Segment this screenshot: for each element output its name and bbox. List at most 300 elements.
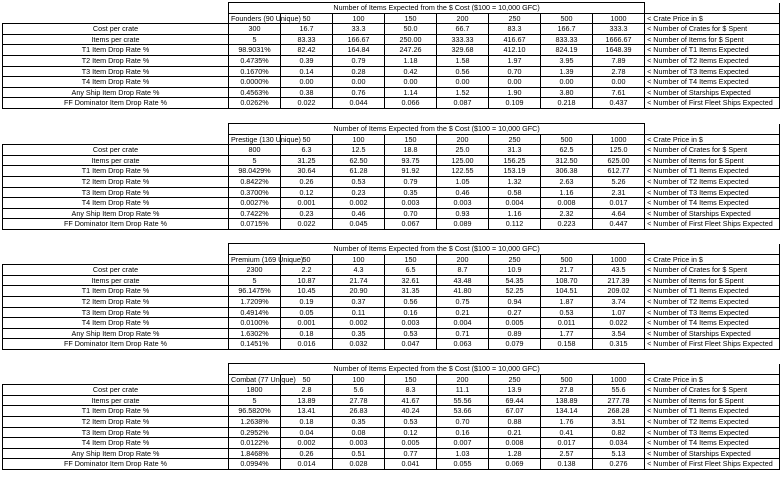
column-header: 1000 — [593, 254, 645, 265]
drop-rate-table — [2, 2, 780, 109]
value-cell: 0.055 — [437, 459, 489, 470]
row-label: T4 Item Drop Rate % — [3, 198, 229, 209]
row-label: FF Dominator Item Drop Rate % — [3, 459, 229, 470]
value-cell: 93.75 — [385, 155, 437, 166]
value-cell: 0.16 — [437, 427, 489, 438]
row-label: T1 Item Drop Rate % — [3, 166, 229, 177]
table-row — [3, 187, 780, 198]
table-row — [3, 219, 780, 230]
column-header: 500 — [541, 134, 593, 145]
value-cell: 0.002 — [333, 318, 385, 329]
value-cell: 125.00 — [437, 155, 489, 166]
crate-category: Prestige (130 Unique) — [229, 134, 281, 145]
row-note: < Number of T3 Items Expected — [645, 187, 780, 198]
column-header: 250 — [489, 13, 541, 24]
value-cell: 166.67 — [333, 34, 385, 45]
value-cell: 277.78 — [593, 395, 645, 406]
row-note: < Number of Items for $ Spent — [645, 34, 780, 45]
table-row — [3, 265, 780, 276]
value-cell: 0.109 — [489, 98, 541, 109]
value-cell: 0.51 — [333, 448, 385, 459]
value-cell: 0.028 — [333, 459, 385, 470]
value-cell: 0.18 — [281, 416, 333, 427]
value-cell: 0.047 — [385, 339, 437, 350]
column-header: 100 — [333, 13, 385, 24]
crate-value: 5 — [229, 34, 281, 45]
value-cell: 0.041 — [385, 459, 437, 470]
table-row — [3, 66, 780, 77]
row-label: Any Ship Item Drop Rate % — [3, 208, 229, 219]
row-label: FF Dominator Item Drop Rate % — [3, 219, 229, 230]
value-cell: 612.77 — [593, 166, 645, 177]
column-header: 150 — [385, 13, 437, 24]
value-cell: 1.58 — [437, 55, 489, 66]
header-text: Number of Items Expected from the $ Cost ($100 = 10,000 GFC) — [229, 364, 645, 375]
value-cell: 7.61 — [593, 87, 645, 98]
column-header: 200 — [437, 134, 489, 145]
row-note: < Number of Crates for $ Spent — [645, 265, 780, 276]
value-cell: 0.218 — [541, 98, 593, 109]
value-cell: 0.75 — [437, 296, 489, 307]
value-cell: 0.56 — [437, 66, 489, 77]
value-cell: 0.002 — [281, 438, 333, 449]
row-note: < Number of Starships Expected — [645, 208, 780, 219]
value-cell: 12.5 — [333, 145, 385, 156]
value-cell: 0.315 — [593, 339, 645, 350]
row-label: T2 Item Drop Rate % — [3, 296, 229, 307]
row-note: < Number of T4 Items Expected — [645, 438, 780, 449]
row-note: < Number of T1 Items Expected — [645, 286, 780, 297]
blank-cell — [645, 124, 780, 135]
value-cell: 138.89 — [541, 395, 593, 406]
value-cell: 83.33 — [281, 34, 333, 45]
value-cell: 32.61 — [385, 275, 437, 286]
value-cell: 0.005 — [385, 438, 437, 449]
value-cell: 412.10 — [489, 45, 541, 56]
crate-value: 0.1670% — [229, 66, 281, 77]
value-cell: 27.8 — [541, 385, 593, 396]
table-row — [3, 166, 780, 177]
row-label: T2 Item Drop Rate % — [3, 55, 229, 66]
blank-cell — [645, 3, 780, 14]
row-label: T3 Item Drop Rate % — [3, 307, 229, 318]
value-cell: 3.80 — [541, 87, 593, 98]
value-cell: 0.223 — [541, 219, 593, 230]
column-header: 500 — [541, 13, 593, 24]
value-cell: 2.78 — [593, 66, 645, 77]
value-cell: 0.39 — [281, 55, 333, 66]
value-cell: 0.045 — [333, 219, 385, 230]
value-cell: 1.97 — [489, 55, 541, 66]
value-cell: 0.011 — [541, 318, 593, 329]
column-header: 100 — [333, 134, 385, 145]
value-cell: 1.76 — [541, 416, 593, 427]
header-text: Number of Items Expected from the $ Cost ($100 = 10,000 GFC) — [229, 124, 645, 135]
crate-value: 0.0122% — [229, 438, 281, 449]
column-header: 150 — [385, 134, 437, 145]
value-cell: 0.00 — [333, 77, 385, 88]
value-cell: 0.58 — [489, 187, 541, 198]
crate-category: Combat (77 Unique) — [229, 374, 281, 385]
value-cell: 55.6 — [593, 385, 645, 396]
row-note: < Number of T1 Items Expected — [645, 166, 780, 177]
crate-value: 5 — [229, 275, 281, 286]
column-header: 250 — [489, 134, 541, 145]
row-label: T1 Item Drop Rate % — [3, 406, 229, 417]
table-block-1 — [2, 123, 773, 230]
value-cell: 0.138 — [541, 459, 593, 470]
value-cell: 0.014 — [281, 459, 333, 470]
value-cell: 0.001 — [281, 318, 333, 329]
row-label: T4 Item Drop Rate % — [3, 318, 229, 329]
value-cell: 0.447 — [593, 219, 645, 230]
value-cell: 0.089 — [437, 219, 489, 230]
value-cell: 0.70 — [385, 208, 437, 219]
value-cell: 0.087 — [437, 98, 489, 109]
crate-value: 0.0027% — [229, 198, 281, 209]
row-label: Cost per crate — [3, 385, 229, 396]
value-cell: 824.19 — [541, 45, 593, 56]
value-cell: 0.003 — [385, 198, 437, 209]
crate-value: 96.1475% — [229, 286, 281, 297]
value-cell: 6.5 — [385, 265, 437, 276]
table-row — [3, 87, 780, 98]
value-cell: 164.84 — [333, 45, 385, 56]
crate-value: 5 — [229, 155, 281, 166]
column-header: 250 — [489, 374, 541, 385]
table-row — [3, 45, 780, 56]
value-cell: 0.53 — [385, 328, 437, 339]
value-cell: 134.14 — [541, 406, 593, 417]
value-cell: 1.14 — [385, 87, 437, 98]
value-cell: 0.079 — [489, 339, 541, 350]
value-cell: 0.56 — [385, 296, 437, 307]
table-row — [3, 286, 780, 297]
value-cell: 0.35 — [385, 187, 437, 198]
table-row — [3, 307, 780, 318]
value-cell: 1.90 — [489, 87, 541, 98]
value-cell: 33.3 — [333, 24, 385, 35]
value-cell: 0.11 — [333, 307, 385, 318]
value-cell: 0.016 — [281, 339, 333, 350]
value-cell: 1.39 — [541, 66, 593, 77]
value-cell: 7.89 — [593, 55, 645, 66]
value-cell: 0.00 — [593, 77, 645, 88]
value-cell: 21.7 — [541, 265, 593, 276]
value-cell: 1.77 — [541, 328, 593, 339]
table-row — [3, 198, 780, 209]
value-cell: 1648.39 — [593, 45, 645, 56]
value-cell: 0.00 — [385, 77, 437, 88]
crate-value: 0.8422% — [229, 176, 281, 187]
crate-value: 1800 — [229, 385, 281, 396]
row-label: T3 Item Drop Rate % — [3, 187, 229, 198]
value-cell: 247.26 — [385, 45, 437, 56]
value-cell: 0.001 — [281, 198, 333, 209]
crate-value: 1.8468% — [229, 448, 281, 459]
row-note: < Number of First Fleet Ships Expected — [645, 98, 780, 109]
column-header: 50 — [281, 254, 333, 265]
value-cell: 13.89 — [281, 395, 333, 406]
value-cell: 18.8 — [385, 145, 437, 156]
column-header: 500 — [541, 374, 593, 385]
value-cell: 2.57 — [541, 448, 593, 459]
value-cell: 268.28 — [593, 406, 645, 417]
table-row — [3, 145, 780, 156]
row-label: Any Ship Item Drop Rate % — [3, 87, 229, 98]
value-cell: 0.063 — [437, 339, 489, 350]
value-cell: 0.437 — [593, 98, 645, 109]
value-cell: 329.68 — [437, 45, 489, 56]
row-label: Items per crate — [3, 395, 229, 406]
value-cell: 6.3 — [281, 145, 333, 156]
value-cell: 0.00 — [437, 77, 489, 88]
value-cell: 8.3 — [385, 385, 437, 396]
value-cell: 0.46 — [333, 208, 385, 219]
value-cell: 0.70 — [489, 66, 541, 77]
value-cell: 26.83 — [333, 406, 385, 417]
value-cell: 10.45 — [281, 286, 333, 297]
row-note: < Number of T3 Items Expected — [645, 427, 780, 438]
table-block-2 — [2, 243, 773, 350]
row-note: < Number of Crates for $ Spent — [645, 385, 780, 396]
row-note: < Crate Price in $ — [645, 134, 780, 145]
value-cell: 0.032 — [333, 339, 385, 350]
value-cell: 108.70 — [541, 275, 593, 286]
value-cell: 416.67 — [489, 34, 541, 45]
value-cell: 0.21 — [437, 307, 489, 318]
row-label: T4 Item Drop Rate % — [3, 77, 229, 88]
column-header: 150 — [385, 374, 437, 385]
value-cell: 91.92 — [385, 166, 437, 177]
row-label: T1 Item Drop Rate % — [3, 45, 229, 56]
value-cell: 0.82 — [593, 427, 645, 438]
value-cell: 10.87 — [281, 275, 333, 286]
row-note: < Number of Items for $ Spent — [645, 395, 780, 406]
value-cell: 0.23 — [281, 208, 333, 219]
column-header: 200 — [437, 374, 489, 385]
table-row — [3, 459, 780, 470]
column-header: 50 — [281, 134, 333, 145]
column-header: 50 — [281, 374, 333, 385]
value-cell: 0.76 — [333, 87, 385, 98]
value-cell: 25.0 — [437, 145, 489, 156]
column-header: 1000 — [593, 134, 645, 145]
value-cell: 0.19 — [281, 296, 333, 307]
value-cell: 67.07 — [489, 406, 541, 417]
column-header: 200 — [437, 254, 489, 265]
row-note: < Number of Items for $ Spent — [645, 275, 780, 286]
value-cell: 21.74 — [333, 275, 385, 286]
blank-cell — [3, 134, 229, 145]
value-cell: 0.79 — [333, 55, 385, 66]
crate-category: Founders (90 Unique) — [229, 13, 281, 24]
value-cell: 0.77 — [385, 448, 437, 459]
value-cell: 1.87 — [541, 296, 593, 307]
row-note: < Number of T1 Items Expected — [645, 45, 780, 56]
value-cell: 0.067 — [385, 219, 437, 230]
value-cell: 0.04 — [281, 427, 333, 438]
column-header: 50 — [281, 13, 333, 24]
value-cell: 4.3 — [333, 265, 385, 276]
row-note: < Number of T3 Items Expected — [645, 307, 780, 318]
row-label: Cost per crate — [3, 24, 229, 35]
table-row — [3, 208, 780, 219]
value-cell: 13.9 — [489, 385, 541, 396]
column-header: 100 — [333, 254, 385, 265]
table-row — [3, 385, 780, 396]
row-label: Cost per crate — [3, 265, 229, 276]
value-cell: 11.1 — [437, 385, 489, 396]
value-cell: 0.00 — [489, 77, 541, 88]
table-row — [3, 339, 780, 350]
value-cell: 0.003 — [437, 198, 489, 209]
table-block-0 — [2, 2, 773, 109]
value-cell: 104.51 — [541, 286, 593, 297]
value-cell: 31.3 — [489, 145, 541, 156]
table-row — [3, 438, 780, 449]
value-cell: 53.66 — [437, 406, 489, 417]
value-cell: 5.26 — [593, 176, 645, 187]
value-cell: 27.78 — [333, 395, 385, 406]
table-block-3 — [2, 363, 773, 470]
row-label: T1 Item Drop Rate % — [3, 286, 229, 297]
blank-cell — [3, 364, 229, 375]
value-cell: 41.67 — [385, 395, 437, 406]
value-cell: 250.00 — [385, 34, 437, 45]
value-cell: 0.005 — [489, 318, 541, 329]
column-header: 1000 — [593, 374, 645, 385]
value-cell: 4.64 — [593, 208, 645, 219]
value-cell: 0.066 — [385, 98, 437, 109]
blank-cell — [3, 124, 229, 135]
value-cell: 61.28 — [333, 166, 385, 177]
value-cell: 0.26 — [281, 176, 333, 187]
value-cell: 0.00 — [541, 77, 593, 88]
row-label: Items per crate — [3, 155, 229, 166]
row-note: < Number of T4 Items Expected — [645, 77, 780, 88]
row-note: < Number of First Fleet Ships Expected — [645, 219, 780, 230]
crate-value: 1.6302% — [229, 328, 281, 339]
value-cell: 69.44 — [489, 395, 541, 406]
value-cell: 0.18 — [281, 328, 333, 339]
value-cell: 2.32 — [541, 208, 593, 219]
value-cell: 156.25 — [489, 155, 541, 166]
row-label: Items per crate — [3, 34, 229, 45]
row-label: T3 Item Drop Rate % — [3, 66, 229, 77]
value-cell: 0.42 — [385, 66, 437, 77]
column-header: 250 — [489, 254, 541, 265]
value-cell: 20.90 — [333, 286, 385, 297]
blank-cell — [3, 374, 229, 385]
value-cell: 1.18 — [385, 55, 437, 66]
value-cell: 153.19 — [489, 166, 541, 177]
row-note: < Number of T4 Items Expected — [645, 198, 780, 209]
value-cell: 0.38 — [281, 87, 333, 98]
crate-category: Premium (169 Unique) — [229, 254, 281, 265]
table-row — [3, 24, 780, 35]
table-row — [3, 406, 780, 417]
value-cell: 3.95 — [541, 55, 593, 66]
value-cell: 1.32 — [489, 176, 541, 187]
value-cell: 0.28 — [333, 66, 385, 77]
value-cell: 0.88 — [489, 416, 541, 427]
table-row — [3, 448, 780, 459]
value-cell: 0.276 — [593, 459, 645, 470]
drop-rate-table — [2, 363, 780, 470]
value-cell: 0.27 — [489, 307, 541, 318]
value-cell: 0.35 — [333, 416, 385, 427]
value-cell: 66.7 — [437, 24, 489, 35]
value-cell: 1.03 — [437, 448, 489, 459]
value-cell: 0.003 — [333, 438, 385, 449]
header-text: Number of Items Expected from the $ Cost ($100 = 10,000 GFC) — [229, 244, 645, 255]
value-cell: 52.25 — [489, 286, 541, 297]
value-cell: 41.80 — [437, 286, 489, 297]
value-cell: 0.022 — [281, 98, 333, 109]
row-note: < Number of Crates for $ Spent — [645, 24, 780, 35]
row-note: < Number of Items for $ Spent — [645, 155, 780, 166]
value-cell: 0.35 — [333, 328, 385, 339]
value-cell: 0.007 — [437, 438, 489, 449]
row-label: T4 Item Drop Rate % — [3, 438, 229, 449]
crate-value: 0.1451% — [229, 339, 281, 350]
value-cell: 30.64 — [281, 166, 333, 177]
value-cell: 0.53 — [541, 307, 593, 318]
row-note: < Crate Price in $ — [645, 374, 780, 385]
row-note: < Number of Starships Expected — [645, 87, 780, 98]
value-cell: 62.5 — [541, 145, 593, 156]
value-cell: 0.017 — [541, 438, 593, 449]
value-cell: 0.112 — [489, 219, 541, 230]
value-cell: 82.42 — [281, 45, 333, 56]
value-cell: 5.13 — [593, 448, 645, 459]
value-cell: 306.38 — [541, 166, 593, 177]
value-cell: 1.05 — [437, 176, 489, 187]
crate-value: 0.0262% — [229, 98, 281, 109]
value-cell: 0.71 — [437, 328, 489, 339]
blank-cell — [3, 254, 229, 265]
crate-value: 800 — [229, 145, 281, 156]
value-cell: 0.93 — [437, 208, 489, 219]
table-row — [3, 155, 780, 166]
value-cell: 0.002 — [333, 198, 385, 209]
value-cell: 0.12 — [385, 427, 437, 438]
value-cell: 0.94 — [489, 296, 541, 307]
table-row — [3, 395, 780, 406]
crate-value: 1.2638% — [229, 416, 281, 427]
value-cell: 0.044 — [333, 98, 385, 109]
row-note: < Number of Starships Expected — [645, 448, 780, 459]
value-cell: 0.14 — [281, 66, 333, 77]
crate-value: 0.4914% — [229, 307, 281, 318]
value-cell: 0.16 — [385, 307, 437, 318]
value-cell: 0.034 — [593, 438, 645, 449]
blank-cell — [3, 13, 229, 24]
value-cell: 0.008 — [489, 438, 541, 449]
value-cell: 166.7 — [541, 24, 593, 35]
crate-value: 5 — [229, 395, 281, 406]
value-cell: 40.24 — [385, 406, 437, 417]
value-cell: 3.74 — [593, 296, 645, 307]
value-cell: 0.05 — [281, 307, 333, 318]
crate-value: 96.5820% — [229, 406, 281, 417]
value-cell: 0.158 — [541, 339, 593, 350]
value-cell: 13.41 — [281, 406, 333, 417]
value-cell: 0.37 — [333, 296, 385, 307]
crate-value: 0.0000% — [229, 77, 281, 88]
value-cell: 43.48 — [437, 275, 489, 286]
